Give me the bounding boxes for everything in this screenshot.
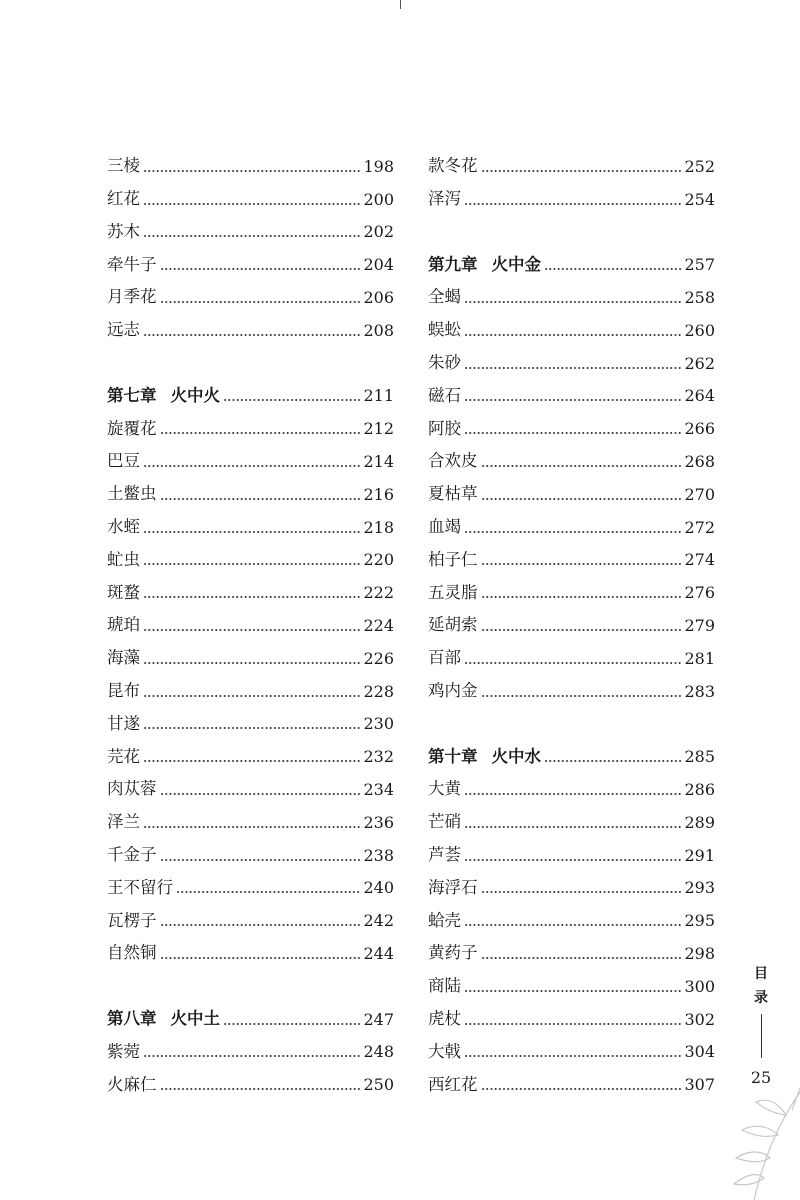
chapter-number: 第八章 [107,1009,157,1029]
toc-left-column [107,142,394,1093]
toc-entry[interactable] [428,142,715,175]
toc-page-number: 216 [363,484,394,504]
toc-entry-name: 肉苁蓉 [107,779,157,799]
toc-entry-name: 血竭 [428,517,461,537]
toc-page-number: 274 [684,550,715,570]
dot-leader [464,367,682,369]
toc-entry[interactable] [107,601,394,634]
toc-page-number: 222 [363,583,394,603]
toc-entry[interactable] [107,667,394,700]
dot-leader [160,268,362,270]
toc-entry[interactable] [107,896,394,929]
toc-page-number: 307 [684,1075,715,1095]
toc-entry-name: 芫花 [107,746,140,766]
dot-leader [464,432,682,434]
dot-leader [143,760,361,762]
dot-leader [464,334,682,336]
dot-leader [464,203,682,205]
toc-page-number: 202 [363,222,394,242]
toc-page-number: 204 [363,255,394,275]
chapter-title: 火中火 [170,385,220,405]
toc-page-number: 206 [363,287,394,307]
dot-leader [143,334,361,336]
toc-page-number: 268 [684,451,715,471]
toc-entry[interactable] [107,240,394,273]
toc-entry-name: 芦荟 [428,845,461,865]
toc-page-number: 286 [684,779,715,799]
top-crop-mark [400,0,401,9]
toc-page-number: 212 [363,419,394,439]
toc-entry[interactable] [428,568,715,601]
toc-entry[interactable] [107,929,394,962]
toc-page-number: 283 [684,681,715,701]
toc-entry-name: 五灵脂 [428,582,478,602]
toc-entry-name: 百部 [428,648,461,668]
dot-leader [481,465,683,467]
toc-entry-name: 紫菀 [107,1041,140,1061]
toc-entry[interactable] [428,437,715,470]
toc-entry-name: 合欢皮 [428,451,478,471]
toc-page-number: 300 [684,976,715,996]
toc-entry[interactable] [107,634,394,667]
dot-leader [160,498,362,500]
toc-page-number: 298 [684,943,715,963]
toc-entry-name: 虎杖 [428,1009,461,1029]
dot-leader [464,1055,682,1057]
toc-entry-name: 柏子仁 [428,549,478,569]
dot-leader [464,924,682,926]
toc-entry[interactable] [107,1060,394,1093]
toc-entry-name: 昆布 [107,681,140,701]
toc-entry[interactable] [428,306,715,339]
dot-leader [160,432,362,434]
toc-entry-name: 千金子 [107,845,157,865]
toc-entry[interactable] [428,831,715,864]
chapter-title: 火中土 [170,1009,220,1029]
toc-entry-name: 自然铜 [107,943,157,963]
toc-page-number: 200 [363,189,394,209]
toc-entry[interactable] [428,273,715,306]
dot-leader [481,695,683,697]
toc-entry-name: 巴豆 [107,451,140,471]
toc-entry-name: 红花 [107,189,140,209]
toc-page-number: 208 [363,320,394,340]
toc-entry-name: 海藻 [107,648,140,668]
side-tab [746,962,776,1087]
toc-entry-name: 旋覆花 [107,418,157,438]
toc-entry-name: 火麻仁 [107,1074,157,1094]
dot-leader [464,826,682,828]
dot-leader [481,563,683,565]
toc-chapter-heading[interactable] [107,372,394,405]
dot-leader [223,1023,361,1025]
dot-leader [481,170,683,172]
toc-page-number: 228 [363,681,394,701]
toc-entry-name: 虻虫 [107,549,140,569]
dot-leader [143,1055,361,1057]
toc-entry[interactable] [107,208,394,241]
dot-leader [143,170,361,172]
toc-entry[interactable] [107,1028,394,1061]
toc-entry-name: 甘遂 [107,713,140,733]
toc-entry[interactable] [107,798,394,831]
toc-page-number: 262 [684,353,715,373]
dot-leader [160,924,362,926]
toc-entry[interactable] [428,404,715,437]
toc-entry-name: 苏木 [107,221,140,241]
dot-leader [143,596,361,598]
toc-page-number: 226 [363,648,394,668]
toc-entry-name: 斑蝥 [107,582,140,602]
toc-chapter-title [107,385,220,405]
toc-entry[interactable] [107,306,394,339]
toc-page-number: 295 [684,911,715,931]
toc-entry-name: 蜈蚣 [428,320,461,340]
toc-page-number: 220 [363,550,394,570]
toc-entry[interactable] [107,732,394,765]
dot-leader [143,465,361,467]
dot-leader [481,891,683,893]
toc-entry[interactable] [428,667,715,700]
toc-page-number: 279 [684,615,715,635]
toc-entry[interactable] [428,765,715,798]
side-tab-rule [761,1014,762,1058]
leaf-decoration-icon [726,1080,800,1200]
toc-page-number: 289 [684,812,715,832]
chapter-number: 第十章 [428,746,478,766]
toc-page-number: 272 [684,517,715,537]
toc-entry[interactable] [107,503,394,536]
toc-entry[interactable] [107,864,394,897]
toc-entry-name: 商陆 [428,976,461,996]
toc-entry[interactable] [107,831,394,864]
toc-page-number: 257 [684,255,715,275]
dot-leader [143,203,361,205]
dot-leader [464,859,682,861]
toc-page-number: 244 [363,943,394,963]
toc-entry-name: 夏枯草 [428,484,478,504]
toc-entry-name: 泽兰 [107,812,140,832]
chapter-title: 火中水 [491,746,541,766]
toc-entry[interactable] [428,962,715,995]
toc-chapter-title [428,254,541,274]
toc-entry[interactable] [107,273,394,306]
toc-entry-name: 大戟 [428,1041,461,1061]
toc-entry-name: 款冬花 [428,156,478,176]
toc-entry[interactable] [107,536,394,569]
toc-page-number: 270 [684,484,715,504]
toc-entry[interactable] [428,929,715,962]
toc-chapter-title [428,746,541,766]
toc-entry-name: 琥珀 [107,615,140,635]
toc-entry-name: 牵牛子 [107,254,157,274]
dot-leader [143,235,361,237]
dot-leader [464,793,682,795]
toc-page-number: 234 [363,779,394,799]
toc-page-number: 247 [363,1009,394,1029]
toc-page-number: 281 [684,648,715,668]
toc-entry-name: 全蝎 [428,287,461,307]
side-tab-char-2: 录 [754,990,768,1006]
toc-entry-name: 阿胶 [428,418,461,438]
toc-entry-name: 黄药子 [428,943,478,963]
page-number: 25 [750,1068,772,1087]
toc-page-number: 291 [684,845,715,865]
dot-leader [160,793,362,795]
toc-chapter-title [107,1011,220,1028]
toc-page-number: 214 [363,451,394,471]
toc-page-number: 258 [684,287,715,307]
dot-leader [481,629,683,631]
dot-leader [143,662,361,664]
toc-page-number: 224 [363,615,394,635]
toc-entry[interactable] [107,765,394,798]
toc-chapter-heading[interactable] [428,732,715,765]
toc-entry[interactable] [428,372,715,405]
toc-page-number: 252 [684,156,715,176]
toc-entry-name: 月季花 [107,287,157,307]
toc-entry-name: 王不留行 [107,877,173,897]
toc-entry[interactable] [107,175,394,208]
toc-right-column [428,142,715,1093]
toc-page-number: 304 [684,1042,715,1062]
toc-entry[interactable] [428,1060,715,1093]
toc-entry[interactable] [107,404,394,437]
toc-entry-name: 泽泻 [428,189,461,209]
toc-entry-name: 延胡索 [428,615,478,635]
toc-entry-name: 瓦楞子 [107,910,157,930]
toc-entry-name: 土鳖虫 [107,484,157,504]
toc-page-number: 266 [684,419,715,439]
toc-entry-name: 磁石 [428,385,461,405]
dot-leader [464,399,682,401]
dot-leader [160,1088,362,1090]
chapter-title: 火中金 [491,254,541,274]
toc-page-number: 240 [363,878,394,898]
toc-entry[interactable] [428,339,715,372]
toc-entry[interactable] [107,700,394,733]
toc-entry[interactable] [428,536,715,569]
toc-entry[interactable] [428,798,715,831]
toc-entry[interactable] [107,437,394,470]
toc-entry[interactable] [428,864,715,897]
toc-entry[interactable] [428,1028,715,1061]
toc-page-number: 264 [684,386,715,406]
toc-entry-name: 三棱 [107,156,140,176]
dot-leader [143,727,361,729]
dot-leader [464,990,682,992]
dot-leader [481,1088,683,1090]
dot-leader [464,1023,682,1025]
dot-leader [464,301,682,303]
dot-leader [143,826,361,828]
dot-leader [481,596,683,598]
toc-page-number: 242 [363,911,394,931]
toc-entry[interactable] [428,634,715,667]
dot-leader [160,957,362,959]
dot-leader [481,498,683,500]
toc-chapter-heading[interactable] [107,995,394,1028]
dot-leader [143,695,361,697]
toc-chapter-heading[interactable] [428,240,715,273]
toc-entry[interactable] [107,470,394,503]
toc-entry-name: 大黄 [428,779,461,799]
toc-page-number: 230 [363,714,394,734]
toc-entry[interactable] [428,896,715,929]
toc-entry[interactable] [107,142,394,175]
toc-page-number: 232 [363,747,394,767]
toc-entry[interactable] [428,503,715,536]
toc-entry[interactable] [428,601,715,634]
dot-leader [176,891,361,893]
toc-entry-name: 水蛭 [107,517,140,537]
dot-leader [544,760,682,762]
dot-leader [160,301,362,303]
chapter-number: 第七章 [107,385,157,405]
dot-leader [160,859,362,861]
toc-page-number: 260 [684,320,715,340]
dot-leader [481,957,683,959]
toc-page-number: 250 [363,1075,394,1095]
toc-page-number: 238 [363,845,394,865]
side-tab-char-1: 目 [754,966,768,982]
dot-leader [464,531,682,533]
dot-leader [223,399,361,401]
toc-entry-name: 芒硝 [428,812,461,832]
toc-entry[interactable] [428,995,715,1028]
chapter-number: 第九章 [428,254,478,274]
toc-entry[interactable] [428,175,715,208]
toc-entry-name: 鸡内金 [428,681,478,701]
dot-leader [544,268,682,270]
toc-entry-name: 远志 [107,320,140,340]
dot-leader [143,563,361,565]
dot-leader [143,629,361,631]
dot-leader [143,531,361,533]
dot-leader [464,662,682,664]
toc-page-number: 236 [363,812,394,832]
toc-entry[interactable] [428,470,715,503]
toc-page-number: 218 [363,517,394,537]
toc-page-number: 248 [363,1042,394,1062]
toc-page-number: 254 [684,189,715,209]
toc-page-number: 276 [684,583,715,603]
toc-entry-name: 海浮石 [428,877,478,897]
toc-page-number: 293 [684,878,715,898]
toc-page-number: 285 [684,747,715,767]
toc-page-number: 302 [684,1009,715,1029]
toc-entry-name: 朱砂 [428,353,461,373]
toc-page-number: 211 [363,386,394,406]
toc-entry-name: 西红花 [428,1074,478,1094]
toc-entry-name: 蛤壳 [428,910,461,930]
toc-entry[interactable] [107,568,394,601]
toc-page-number: 198 [363,156,394,176]
